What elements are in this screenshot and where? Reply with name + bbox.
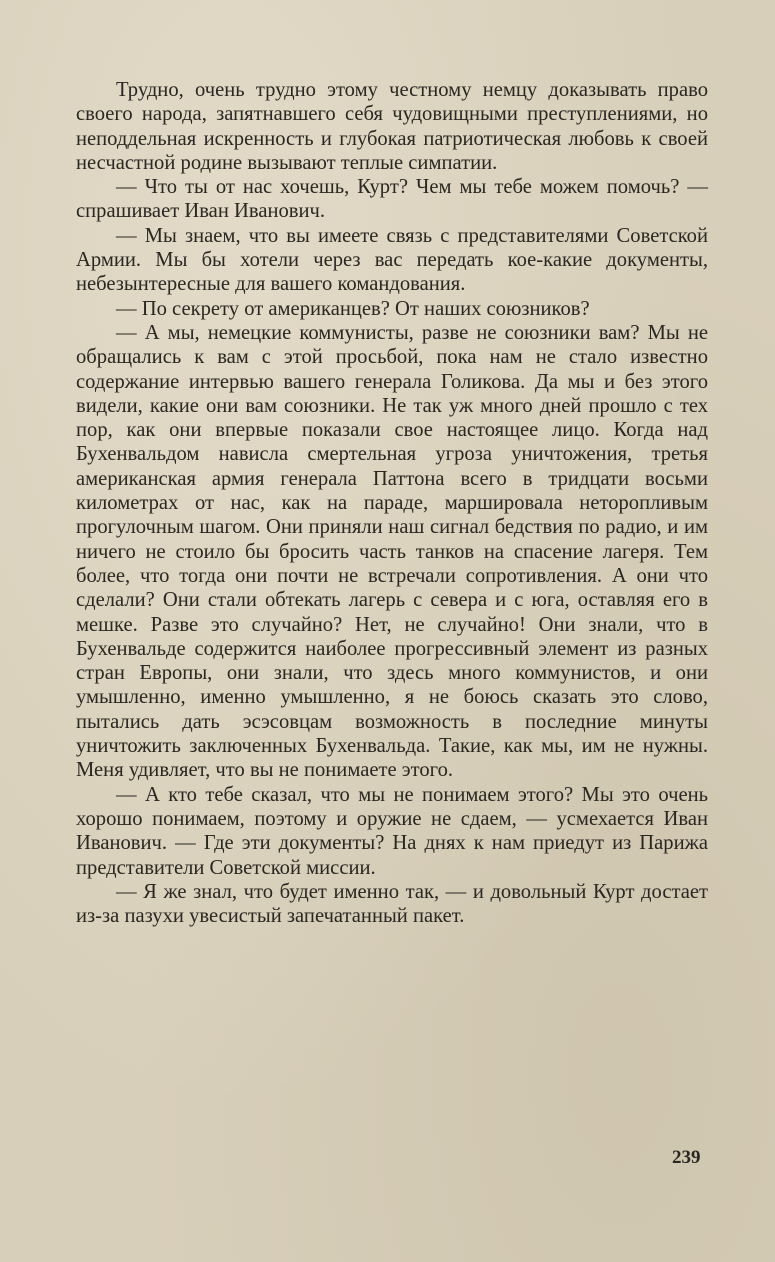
body-text	[76, 78, 708, 928]
paragraph-5: — А мы, немецкие коммунисты, разве не союзники вам? Мы не обращались к вам с этой просьбой, пока нам не стало известно содержание интервью вашего генерала Голикова. Да мы и без этого видели, какие они вам союзники. Не так уж много дней прошло с тех пор, как они впервые показали свое настоящее лицо. Когда над Бухенвальдом нависла смертельная угроза уничтожения, третья американская армия генерала Паттона всего в тридцати восьми километрах от нас, как на параде, маршировала неторопливым прогулочным шагом. Они приняли наш сигнал бедствия по радио, и им ничего не стоило бы бросить часть танков на спасение лагеря. Тем более, что тогда они почти не встречали сопротивления. А они что сделали? Они стали обтекать лагерь с севера и с юга, оставляя его в мешке. Разве это случайно? Нет, не случайно! Они знали, что в Бухенвальде содержится наиболее прогрессивный элемент из разных стран Европы, они знали, что здесь много коммунистов, и они умышленно, именно умышленно, я не боюсь сказать это слово, пытались дать эсэсовцам возможность в последние минуты уничтожить заключенных Бухенвальда. Такие, как мы, им не нужны. Меня удивляет, что вы не понимаете этого.	[76, 321, 708, 782]
paragraph-7: — Я же знал, что будет именно так, — и довольный Курт достает из-за пазухи увесистый запечатанный пакет.	[76, 880, 708, 928]
paragraph-4: — По секрету от американцев? От наших союзников?	[116, 297, 590, 320]
paragraph-1: Трудно, очень трудно этому честному немцу доказывать право своего народа, запятнавшего себя чудовищными преступлениями, но неподдельная искренность и глубокая патриотическая любовь к своей несчастной родине вызывают теплые симпатии.	[76, 79, 708, 174]
paragraph-3: — Мы знаем, что вы имеете связь с представителями Советской Армии. Мы бы хотели через вас передать кое-какие документы, небезынтересные для вашего командования.	[76, 224, 708, 296]
page-number: 239	[672, 1147, 701, 1168]
paragraph-2: — Что ты от нас хочешь, Курт? Чем мы тебе можем помочь? — спрашивает Иван Иванович.	[76, 176, 708, 223]
paragraph-6: — А кто тебе сказал, что мы не понимаем этого? Мы это очень хорошо понимаем, поэтому и оружие не сдаем, — усмехается Иван Иванович. — Где эти документы? На днях к нам приедут из Парижа представители Советской миссии.	[76, 783, 708, 879]
